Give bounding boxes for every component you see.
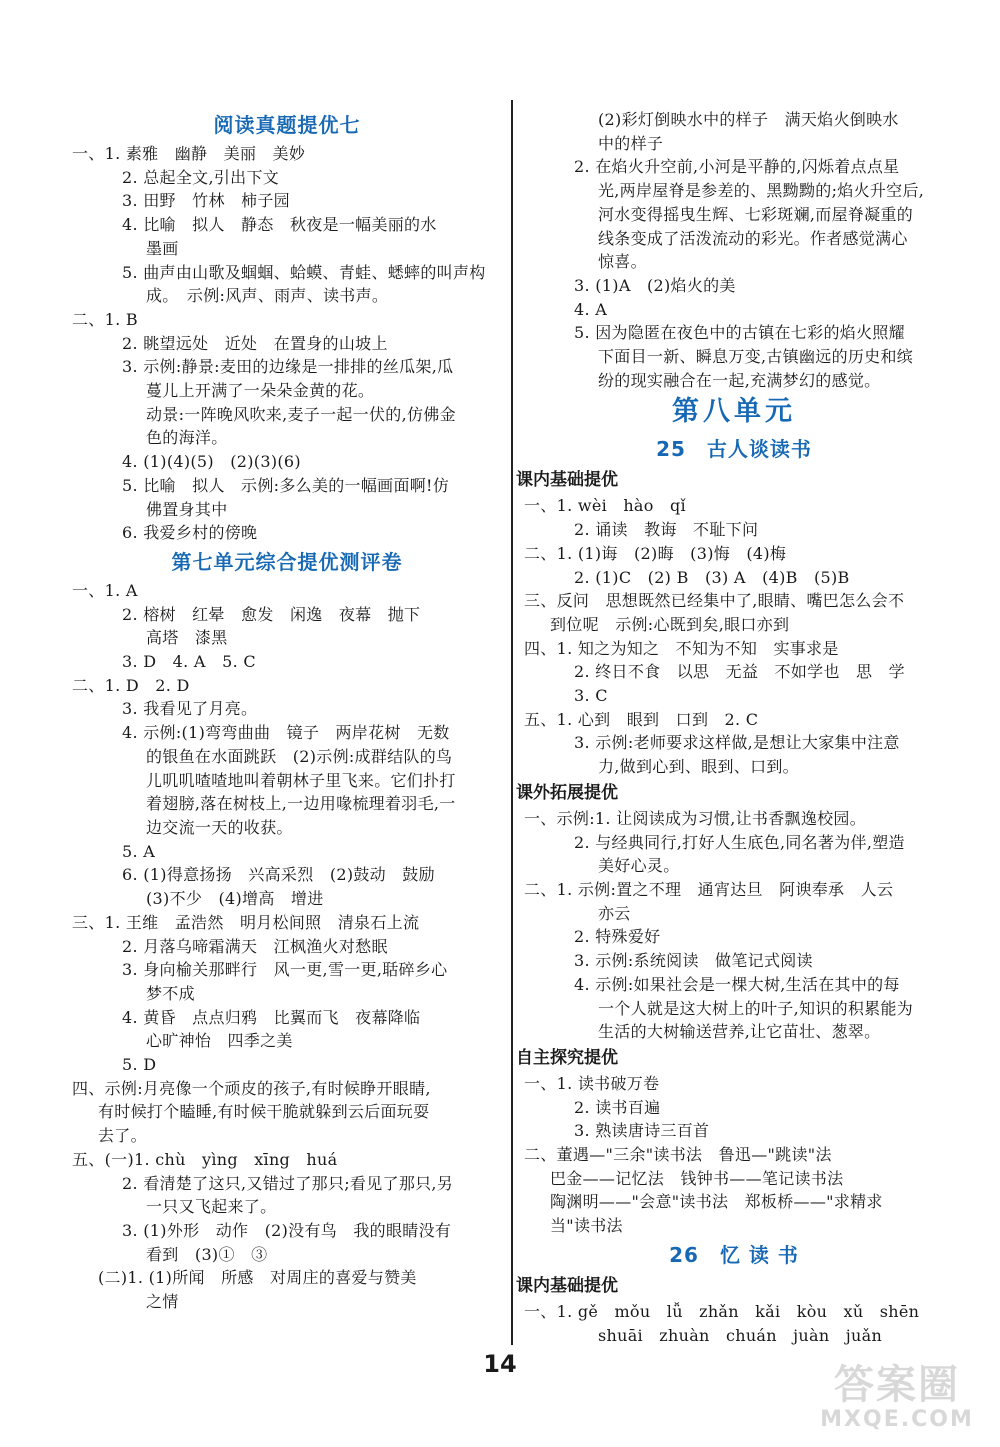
answer-line: 一、1. 读书破万卷 [524, 1073, 660, 1093]
answer-line: 3. 身向榆关那畔行 风一更,雪一更,聒碎乡心 [122, 960, 448, 980]
answer-line: 3. 田野 竹林 柿子园 [122, 191, 290, 211]
subsection-title: 课外拓展提优 [516, 782, 618, 803]
answer-line: 高塔 漆黑 [146, 628, 228, 648]
watermark-url: MXQE.COM [820, 1407, 974, 1432]
answer-line: shuāi zhuàn chuán juàn juǎn [598, 1325, 883, 1345]
answer-line: 4. 比喻 拟人 静态 秋夜是一幅美丽的水 [122, 215, 437, 235]
answer-line: 四、示例:月亮像一个顽皮的孩子,有时候睁开眼睛, [72, 1078, 431, 1098]
answer-line: 心旷神怡 四季之美 [146, 1031, 293, 1051]
answer-line: (2)彩灯倒映水中的样子 满天焰火倒映水 [598, 110, 899, 129]
answer-line: 3. (1)A (2)焰火的美 [574, 275, 736, 295]
answer-line: 中的样子 [598, 133, 664, 153]
left-column [72, 108, 502, 1314]
answer-line: 2. 特殊爱好 [574, 927, 661, 947]
answer-line: 6. (1)得意扬扬 兴高采烈 (2)鼓动 鼓励 [122, 865, 435, 885]
answer-line: 二、1. D 2. D [72, 675, 190, 695]
page-number: 14 [483, 1350, 517, 1378]
answer-line: 二、1. B [72, 309, 138, 329]
answer-line: 光,两岸屋脊是参差的、黑黝黝的;焰火升空后, [598, 181, 925, 201]
answer-line: 3. (1)外形 动作 (2)没有鸟 我的眼睛没有 [122, 1220, 452, 1240]
answer-line: 3. 示例:系统阅读 做笔记式阅读 [574, 951, 813, 971]
answer-line: 着翅膀,落在树枝上,一边用喙梳理着羽毛,一 [146, 794, 456, 814]
answer-line: 四、1. 知之为知之 不知为不知 实事求是 [524, 638, 839, 658]
section-title: 第七单元综合提优测评卷 [171, 549, 403, 574]
answer-line: 一、1. 素雅 幽静 美丽 美妙 [72, 144, 306, 163]
answer-line: (3)不少 (4)增高 增进 [146, 889, 324, 909]
answer-line: 看到 (3)① ③ [146, 1244, 268, 1264]
answer-line: 力,做到心到、眼到、口到。 [598, 757, 799, 777]
answer-line: 5. 曲声由山歌及蝈蝈、蛤蟆、青蛙、蟋蟀的叫声构 [122, 262, 486, 282]
answer-line: 巴金——记忆法 钱钟书——笔记读书法 [550, 1168, 844, 1188]
answer-line: 2. 与经典同行,打好人生底色,同名著为伴,塑造 [574, 832, 905, 852]
answer-line: 一个人就是这大树上的叶子,知识的积累能为 [598, 998, 914, 1018]
answer-line: 边交流一天的收获。 [146, 817, 293, 837]
answer-line: 梦不成 [146, 983, 195, 1003]
answer-line: 5. 比喻 拟人 示例:多么美的一幅画面啊!仿 [122, 475, 450, 495]
answer-line: 2. 总起全文,引出下文 [122, 167, 280, 187]
column-divider [511, 100, 513, 1345]
answer-line: 2. 月落乌啼霜满天 江枫渔火对愁眠 [122, 936, 388, 956]
right-column [516, 108, 944, 1347]
watermark-logo [812, 1362, 982, 1437]
subsection-title: 自主探究提优 [516, 1047, 618, 1068]
answer-line: 3. D 4. A 5. C [122, 652, 256, 672]
answer-line: 当"读书法 [550, 1216, 623, 1236]
answer-line: 动景:一阵晚风吹来,麦子一起一伏的,仿佛金 [146, 404, 456, 424]
section-title: 25 古人谈读书 [656, 437, 812, 462]
answer-line: 2. 终日不食 以思 无益 不如学也 思 学 [574, 662, 905, 682]
answer-line: 5. A [122, 841, 156, 861]
answer-line: 一、1. gě mǒu lǚ zhǎn kǎi kòu xǔ shēn [524, 1301, 920, 1321]
answer-line: 3. C [574, 686, 608, 706]
subsection-title: 课内基础提优 [516, 470, 618, 491]
answer-line: 河水变得摇曳生辉、七彩斑斓,而屋脊凝重的 [598, 204, 914, 224]
answer-line: 二、董遇—"三余"读书法 鲁迅—"跳读"法 [524, 1145, 832, 1165]
answer-line: 2. 诵读 教诲 不耻下问 [574, 520, 759, 540]
answer-line: 2. 看清楚了这只,又错过了那只;看见了那只,另 [122, 1173, 454, 1193]
answer-line: 三、反问 思想既然已经集中了,眼睛、嘴巴怎么会不 [524, 591, 905, 611]
answer-line: 2. 在焰火升空前,小河是平静的,闪烁着点点星 [574, 157, 900, 177]
answer-line: 一只又飞起来了。 [146, 1197, 277, 1217]
unit-title: 第八单元 [672, 396, 796, 428]
answer-line: 美好心灵。 [598, 856, 680, 876]
answer-line: 2. 榕树 红晕 愈发 闲逸 夜幕 抛下 [122, 604, 421, 624]
answer-line: 儿叽叽喳喳地叫着朝林子里飞来。它们扑打 [146, 770, 456, 790]
answer-line: 4. 黄昏 点点归鸦 比翼而飞 夜幕降临 [122, 1007, 421, 1027]
answer-line: 的银鱼在水面跳跃 (2)示例:成群结队的鸟 [146, 746, 453, 766]
answer-line: 有时候打个瞌睡,有时候干脆就躲到云后面玩耍 [98, 1102, 430, 1122]
answer-line: 成。 示例:风声、雨声、读书声。 [146, 286, 389, 306]
answer-line: 2. 读书百遍 [574, 1097, 661, 1117]
answer-line: 3. 我看见了月亮。 [122, 699, 258, 719]
answer-line: 到位呢 示例:心既到矣,眼口亦到 [550, 614, 790, 634]
answer-line: 色的海洋。 [146, 428, 228, 448]
answer-line: 五、(一)1. chù yìng xīng huá [72, 1149, 338, 1169]
answer-line: 陶渊明——"会意"读书法 郑板桥——"求精求 [550, 1192, 883, 1212]
answer-line: 下面目一新、瞬息万变,古镇幽远的历史和缤 [598, 347, 914, 367]
answer-line: 5. 因为隐匿在夜色中的古镇在七彩的焰火照耀 [574, 323, 905, 343]
section-title: 阅读真题提优七 [213, 113, 361, 137]
answer-line: 3. 示例:静景:麦田的边缘是一排排的丝瓜架,瓜 [122, 357, 454, 377]
answer-line: 4. 示例:如果社会是一棵大树,生活在其中的每 [574, 974, 900, 994]
watermark-main: 答案圈 [834, 1362, 960, 1408]
answer-line: 3. 示例:老师要求这样做,是想让大家集中注意 [574, 733, 900, 753]
answer-line: 4. 示例:(1)弯弯曲曲 镜子 两岸花树 无数 [122, 723, 450, 743]
answer-line: 生活的大树输送营养,让它苗壮、葱翠。 [598, 1022, 881, 1042]
section-title: 26 忆 读 书 [669, 1242, 799, 1267]
answer-line: 蔓儿上开满了一朵朵金黄的花。 [146, 381, 375, 401]
answer-line: 去了。 [98, 1126, 147, 1146]
answer-line: 五、1. 心到 眼到 口到 2. C [524, 709, 759, 729]
answer-line: 亦云 [598, 903, 631, 923]
answer-line: 2. (1)C (2) B (3) A (4)B (5)B [574, 567, 850, 587]
answer-line: 一、1. wèi hào qǐ [524, 496, 686, 516]
answer-line: 墨画 [146, 238, 179, 258]
answer-line: 一、1. A [72, 580, 138, 600]
answer-line: 佛置身其中 [146, 499, 228, 519]
answer-line: 二、1. 示例:置之不理 通宵达旦 阿谀奉承 人云 [524, 879, 894, 899]
answer-line: (二)1. (1)所闻 所感 对周庄的喜爱与赞美 [98, 1268, 417, 1288]
answer-line: 线条变成了活泼流动的彩光。作者感觉满心 [598, 228, 908, 248]
answer-line: 5. D [122, 1055, 157, 1075]
answer-line: 惊喜。 [598, 252, 647, 272]
answer-line: 三、1. 王维 孟浩然 明月松间照 清泉石上流 [72, 912, 420, 932]
answer-line: 纷的现实融合在一起,充满梦幻的感觉。 [598, 370, 881, 390]
subsection-title: 课内基础提优 [516, 1275, 618, 1296]
answer-line: 之情 [146, 1292, 179, 1312]
answer-line: 4. A [574, 299, 608, 319]
answer-line: 3. 熟读唐诗三百首 [574, 1121, 710, 1141]
answer-line: 6. 我爱乡村的傍晚 [122, 523, 258, 543]
answer-line: 2. 眺望远处 近处 在置身的山坡上 [122, 333, 388, 353]
answer-line: 一、示例:1. 让阅读成为习惯,让书香飘逸校园。 [524, 808, 867, 828]
answer-line: 二、1. (1)诲 (2)晦 (3)悔 (4)梅 [524, 543, 787, 563]
answer-line: 4. (1)(4)(5) (2)(3)(6) [122, 452, 301, 472]
